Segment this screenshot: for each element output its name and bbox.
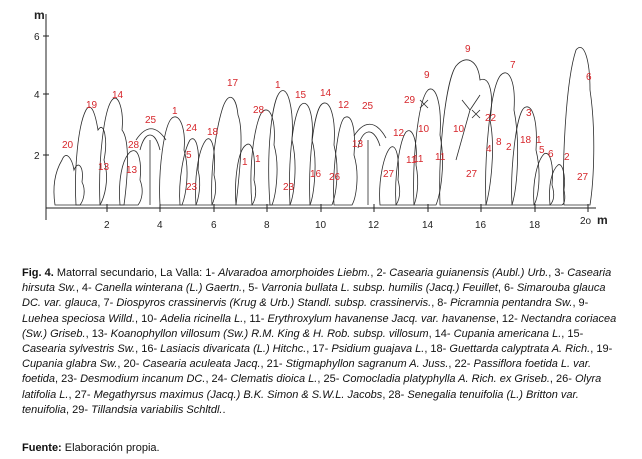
species-label: 7 [510, 60, 516, 71]
species-label: 28 [128, 140, 140, 151]
species-name: Megathyrsus maximus (Jacq.) B.K. Simon & S.W.L. Jacobs [93, 388, 383, 401]
species-number: , 2- [370, 267, 390, 279]
species-labels [62, 44, 592, 193]
figure-source [22, 442, 160, 454]
species-name: Casearia sylvestris Sw. [22, 343, 136, 356]
species-number: , 25- [317, 373, 343, 386]
species-number: , 13- [85, 327, 111, 340]
species-name: Passiflora foetida L. var. foetida [22, 358, 592, 386]
species-label: 2 [564, 152, 570, 163]
species-label: 24 [186, 123, 198, 134]
species-name: Olyra latifolia L. [22, 373, 602, 401]
species-name: Koanophyllon villosum (Sw.) R.M. King & H. Rob. subsp. villosum [110, 327, 429, 340]
species-label: 13 [126, 165, 138, 176]
species-label: 25 [362, 101, 374, 112]
species-name: Cupania americana L. [453, 327, 562, 340]
species-label: 29 [404, 95, 416, 106]
species-number: , 15- [561, 327, 584, 340]
species-name: Simarouba glauca DC. var. glauca [22, 282, 606, 310]
species-label: 23 [186, 182, 198, 193]
species-label: 28 [253, 105, 265, 116]
species-label: 12 [393, 128, 405, 139]
x-tick-label-20: 2o [580, 216, 592, 227]
species-label: 11 [435, 152, 446, 163]
species-name: Adelia ricinella L. [160, 312, 244, 325]
species-label: 4 [486, 144, 492, 155]
species-number: , 18- [424, 343, 450, 356]
caption-end: . [222, 403, 226, 416]
species-number: , 8- [431, 297, 451, 310]
species-label: 27 [466, 169, 478, 180]
species-number: , 16- [135, 343, 161, 356]
species-label: 16 [310, 169, 322, 180]
species-label: 15 [295, 90, 307, 101]
species-number: , 4- [75, 282, 95, 295]
species-name: Canella winterana (L.) Gaertn. [94, 282, 243, 295]
species-name: Stigmaphyllon sagranum A. Juss. [285, 358, 449, 371]
species-name: Comocladia platyphylla A. Rich. ex Griseb. [342, 373, 550, 386]
species-label: 14 [320, 88, 332, 99]
species-number: , 11- [243, 312, 268, 325]
vegetation-drawing [54, 47, 594, 205]
species-name: Casearia hirsuta Sw. [22, 267, 612, 295]
species-number: , 23- [55, 373, 81, 386]
x-tick-label-6: 6 [211, 220, 217, 231]
species-label: 3 [526, 108, 532, 119]
species-label: 23 [283, 182, 295, 193]
species-number: , 27- [68, 388, 94, 401]
species-name: Lasiacis divaricata (L.) Hitchc. [160, 343, 307, 356]
species-number: , 14- [428, 327, 454, 340]
species-label: 17 [227, 78, 239, 89]
figure-label: Fig. 4. [22, 267, 54, 279]
species-name: Alvaradoa amorphoides Liebm. [218, 267, 371, 279]
species-name: Picramnia pentandra Sw. [450, 297, 573, 310]
species-label: 10 [418, 124, 430, 135]
species-label: 19 [86, 100, 98, 111]
y-tick-label-2: 2 [34, 151, 40, 162]
species-label: 9 [465, 44, 471, 55]
species-label: 14 [112, 90, 124, 101]
species-name: Guettarda calyptrata A. Rich. [449, 343, 591, 356]
x-tick-label-8: 8 [264, 220, 270, 231]
species-name: Desmodium incanum DC. [80, 373, 206, 386]
species-label: 11 [413, 154, 424, 165]
species-label: 18 [207, 127, 219, 138]
species-number: , 22- [448, 358, 474, 371]
species-number: , 28- [382, 388, 408, 401]
figure-title: Matorral secundario, La Valla: [53, 267, 206, 279]
species-label: 27 [577, 172, 589, 183]
species-name: Erythroxylum havanense Jacq. var. havanense [267, 312, 496, 325]
species-label: 5 [539, 145, 545, 156]
species-number: , 19- [590, 343, 613, 356]
species-number: , 20- [117, 358, 143, 371]
species-label: 11 [406, 155, 417, 166]
species-number: 1- [205, 267, 219, 279]
x-tick-label-4: 4 [157, 220, 163, 231]
species-number: , 10- [135, 312, 161, 325]
x-tick-label-10: 10 [315, 220, 327, 231]
species-label: 1 [536, 135, 542, 146]
species-number: , 6- [497, 282, 517, 295]
species-label: 2 [506, 142, 512, 153]
species-label: 25 [145, 115, 157, 126]
x-tick-label-14: 14 [422, 220, 434, 231]
species-label: 26 [329, 172, 341, 183]
species-number: , 9- [572, 297, 589, 310]
species-label: 13 [98, 162, 110, 173]
x-tick-label-18: 18 [529, 220, 541, 231]
species-name: Cupania glabra Sw. [22, 358, 118, 371]
species-label: 1 [172, 106, 178, 117]
species-number: , 24- [205, 373, 231, 386]
species-label: 6 [548, 149, 554, 160]
species-label: 1 [255, 154, 261, 165]
y-tick-label-4: 4 [34, 90, 40, 101]
species-name: Casearia aculeata Jacq. [142, 358, 261, 371]
species-name: Senegalia tenuifolia (L.) Britton var. tenuifolia [22, 388, 579, 416]
y-axis-unit: m [34, 8, 45, 22]
species-label: 13 [352, 139, 364, 150]
species-name: Casearia guianensis (Aubl.) Urb. [389, 267, 549, 279]
x-axis-unit: m [597, 213, 608, 227]
species-label: 27 [383, 169, 395, 180]
species-label: 12 [338, 100, 350, 111]
species-name: Luehea speciosa Willd. [22, 312, 136, 325]
species-label: 20 [62, 140, 74, 151]
species-label: 22 [485, 113, 497, 124]
source-label: Fuente: [22, 442, 62, 454]
species-number: , 7- [97, 297, 117, 310]
figure-caption [22, 266, 622, 418]
species-label: 6 [586, 72, 592, 83]
species-label: 10 [453, 124, 465, 135]
species-name: Clematis dioica L. [230, 373, 318, 386]
species-number: , 29- [66, 403, 92, 416]
species-name: Nectandra coriacea (Sw.) Griseb. [22, 312, 617, 340]
species-list [22, 267, 616, 416]
species-label: 18 [520, 135, 532, 146]
source-text: Elaboración propia. [61, 442, 160, 454]
species-name: Diospyros crassinervis (Krug & Urb.) Standl. subsp. crassinervis. [116, 297, 432, 310]
species-label: 9 [424, 70, 430, 81]
species-label: 5 [186, 150, 192, 161]
species-number: , 26- [549, 373, 575, 386]
species-number: , 12- [495, 312, 521, 325]
x-tick-label-2: 2 [104, 220, 110, 231]
species-number: , 3- [548, 267, 568, 279]
x-tick-label-12: 12 [368, 220, 380, 231]
species-label: 1 [242, 157, 248, 168]
species-label: 1 [275, 80, 281, 91]
species-label: 8 [496, 137, 502, 148]
species-name: Varronia bullata L. subsp. humilis (Jacq.) Feuillet [261, 282, 498, 295]
species-number: , 5- [242, 282, 262, 295]
x-tick-label-16: 16 [475, 220, 487, 231]
y-tick-label-6: 6 [34, 32, 40, 43]
species-number: , 21- [260, 358, 286, 371]
species-number: , 17- [306, 343, 332, 356]
species-name: Psidium guajava L. [331, 343, 425, 356]
species-name: Tillandsia variabilis Schltdl. [91, 403, 223, 416]
